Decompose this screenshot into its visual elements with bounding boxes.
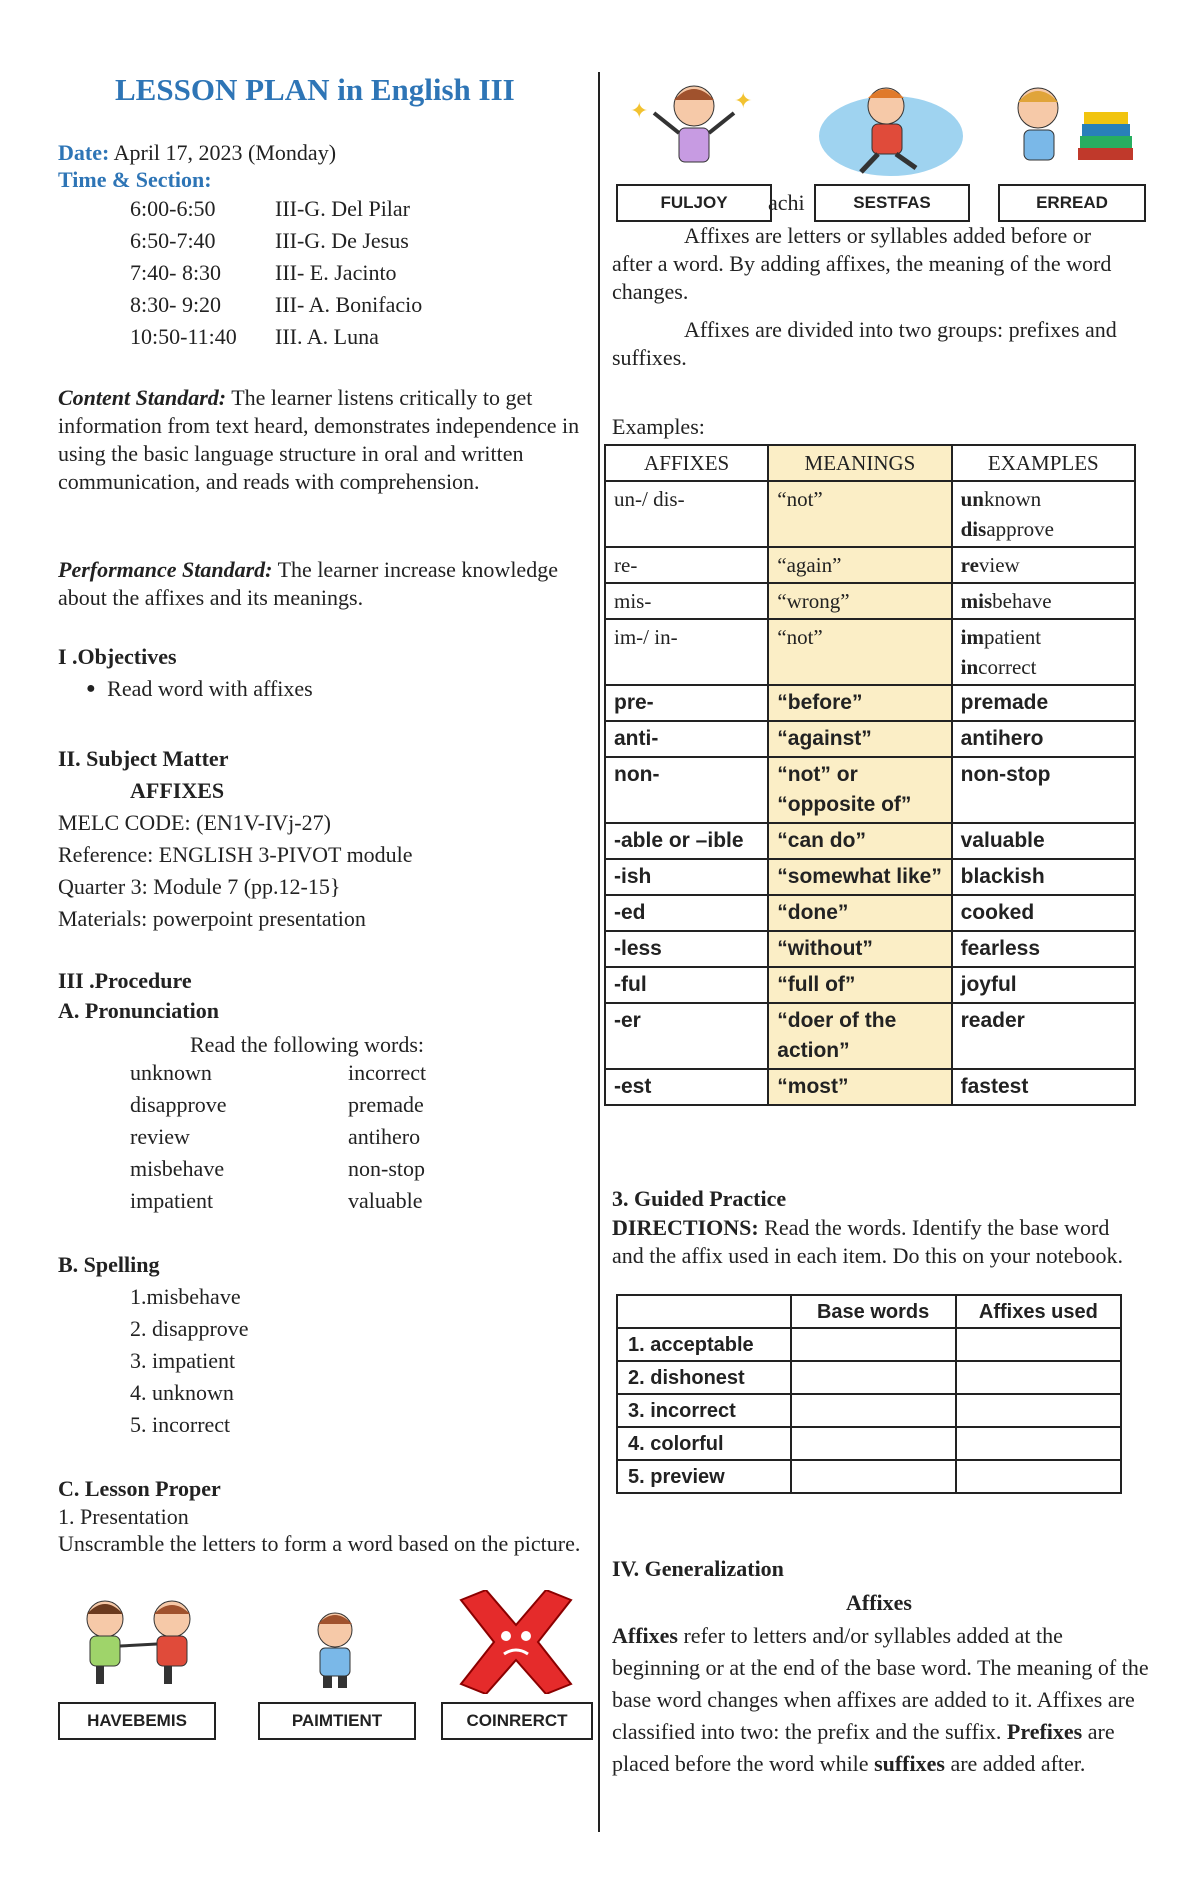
generalization-heading: IV. Generalization bbox=[612, 1556, 784, 1581]
content-standard-text: The learner listens critically to get information from text heard, demonstrates independence in using the basic language structure in oral and written communication, and reads with comprehension. bbox=[58, 385, 580, 494]
schedule-section: III- E. Jacinto bbox=[275, 260, 397, 285]
table-header: MEANINGS bbox=[768, 445, 951, 481]
card-label: HAVEBEMIS bbox=[58, 1702, 216, 1740]
table-row bbox=[605, 1069, 1135, 1105]
example-cell bbox=[952, 619, 1135, 685]
example-cell bbox=[952, 931, 1135, 967]
table-header: Base words bbox=[791, 1295, 956, 1328]
performance-standard-label: Performance Standard: bbox=[58, 557, 273, 582]
table-row bbox=[617, 1394, 1121, 1427]
affix-cell: non- bbox=[605, 757, 768, 823]
objectives-heading: I .Objectives bbox=[58, 644, 177, 669]
example-rest: approve bbox=[986, 517, 1054, 541]
pronunciation-heading: A. Pronunciation bbox=[58, 998, 219, 1023]
example-cell bbox=[952, 1003, 1135, 1069]
meaning-cell: “wrong” bbox=[768, 583, 951, 619]
table-row bbox=[617, 1427, 1121, 1460]
example-cell bbox=[952, 1069, 1135, 1105]
table-row bbox=[605, 967, 1135, 1003]
objective-text: Read word with affixes bbox=[107, 676, 313, 701]
base-word-cell[interactable] bbox=[791, 1427, 956, 1460]
practice-word: 2. dishonest bbox=[617, 1361, 791, 1394]
example-affix: in bbox=[960, 655, 979, 679]
affix-used-cell[interactable] bbox=[956, 1361, 1121, 1394]
guided-practice-heading: 3. Guided Practice bbox=[612, 1186, 787, 1211]
reader-girl-picture bbox=[998, 78, 1140, 178]
example-rest: behave bbox=[992, 589, 1052, 613]
teaching-partial-heading: achi bbox=[768, 190, 805, 215]
example-rest: valuable bbox=[960, 829, 1045, 852]
content-standard-label: Content Standard: bbox=[58, 385, 227, 410]
schedule-time: 10:50-11:40 bbox=[130, 324, 237, 349]
meaning-cell: “can do” bbox=[768, 823, 951, 859]
melc-code: MELC CODE: (EN1V-IVj-27) bbox=[58, 810, 331, 835]
spelling-item: 2. disapprove bbox=[130, 1316, 249, 1341]
spelling-item: 1.misbehave bbox=[130, 1284, 241, 1309]
objective-item bbox=[86, 674, 313, 707]
table-row bbox=[605, 721, 1135, 757]
meaning-cell: “without” bbox=[768, 931, 951, 967]
word: misbehave bbox=[130, 1156, 225, 1181]
affix-cell: -able or –ible bbox=[605, 823, 768, 859]
table-row bbox=[605, 859, 1135, 895]
teaching-paragraph-2: Affixes are divided into two groups: prefixes and suffixes. bbox=[612, 317, 1117, 370]
example-affix: non bbox=[960, 763, 1000, 786]
schedule-section: III. A. Luna bbox=[275, 324, 379, 349]
affix-used-cell[interactable] bbox=[956, 1427, 1121, 1460]
table-header: Affixes used bbox=[956, 1295, 1121, 1328]
svg-text:✦: ✦ bbox=[630, 98, 649, 123]
unscramble-instruction: Unscramble the letters to form a word based on the picture. bbox=[58, 1531, 581, 1556]
affix-cell: -est bbox=[605, 1069, 768, 1105]
table-row bbox=[605, 583, 1135, 619]
content-standard bbox=[58, 384, 586, 496]
table-row bbox=[605, 619, 1135, 685]
meaning-cell: “before” bbox=[768, 685, 951, 721]
word: antihero bbox=[348, 1124, 421, 1149]
table-row bbox=[617, 1328, 1121, 1361]
term-prefixes: Prefixes bbox=[1006, 1719, 1083, 1744]
example-rest: fastest bbox=[960, 1075, 1029, 1098]
word: valuable bbox=[348, 1188, 423, 1213]
lesson-proper-heading: C. Lesson Proper bbox=[58, 1476, 221, 1501]
schedule-time: 8:30- 9:20 bbox=[130, 292, 222, 317]
affix-table bbox=[604, 444, 1136, 1106]
affix-cell: re- bbox=[605, 547, 768, 583]
meaning-cell: “against” bbox=[768, 721, 951, 757]
table-row bbox=[605, 895, 1135, 931]
practice-word: 3. incorrect bbox=[617, 1394, 791, 1427]
example-rest: cooked bbox=[960, 901, 1035, 924]
spelling-item: 5. incorrect bbox=[130, 1412, 231, 1437]
term-affixes: Affixes bbox=[612, 1623, 678, 1648]
performance-standard-text: The learner increase knowledge about the affixes and its meanings. bbox=[58, 557, 558, 610]
subject-topic: AFFIXES bbox=[130, 778, 225, 803]
affix-cell: -ed bbox=[605, 895, 768, 931]
directions-label: DIRECTIONS: bbox=[612, 1215, 759, 1240]
affix-cell: un-/ dis- bbox=[605, 481, 768, 547]
example-affix: im bbox=[960, 625, 984, 649]
example-rest: -stop bbox=[999, 763, 1051, 786]
example-rest: blackish bbox=[960, 865, 1045, 888]
pronunciation-instruction: Read the following words: bbox=[190, 1032, 425, 1057]
affix-cell: im-/ in- bbox=[605, 619, 768, 685]
practice-word: 5. preview bbox=[617, 1460, 791, 1493]
word: impatient bbox=[130, 1188, 214, 1213]
example-affix: dis bbox=[960, 517, 987, 541]
card-label: ERREAD bbox=[998, 184, 1146, 222]
example-affix: pre bbox=[960, 691, 994, 714]
schedule-section: III- A. Bonifacio bbox=[275, 292, 423, 317]
bullet-icon: ● bbox=[86, 680, 96, 697]
presentation-label: 1. Presentation bbox=[58, 1504, 189, 1529]
word: review bbox=[130, 1124, 190, 1149]
subject-matter-heading: II. Subject Matter bbox=[58, 746, 229, 771]
meaning-cell: “done” bbox=[768, 895, 951, 931]
card-label: PAIMTIENT bbox=[258, 1702, 416, 1740]
example-rest: known bbox=[983, 487, 1042, 511]
example-cell bbox=[952, 895, 1135, 931]
example-cell bbox=[952, 967, 1135, 1003]
spelling-item: 3. impatient bbox=[130, 1348, 236, 1373]
example-cell bbox=[952, 859, 1135, 895]
affix-used-cell[interactable] bbox=[956, 1460, 1121, 1493]
impatient-boy-picture bbox=[300, 1608, 370, 1690]
generalization-sentence: refer to letters and/or syllables added at the beginning or at the end of the base word. The meaning of the base word changes when affixes are added to it. Affixes are classified into two: the prefix and the suffix. bbox=[612, 1623, 1149, 1744]
svg-text:✦: ✦ bbox=[734, 88, 753, 113]
schedule-time: 6:00-6:50 bbox=[130, 196, 216, 221]
meaning-cell: “doer of the action” bbox=[768, 1003, 951, 1069]
materials: Materials: powerpoint presentation bbox=[58, 906, 366, 931]
word: disapprove bbox=[130, 1092, 227, 1117]
date-value: April 17, 2023 (Monday) bbox=[113, 140, 337, 165]
table-row bbox=[605, 823, 1135, 859]
word: unknown bbox=[130, 1060, 212, 1085]
table-row bbox=[617, 1361, 1121, 1394]
example-cell bbox=[952, 583, 1135, 619]
directions-text: Read the words. Identify the base word and the affix used in each item. Do this on your notebook. bbox=[612, 1215, 1123, 1268]
quarter: Quarter 3: Module 7 (pp.12-15} bbox=[58, 874, 341, 899]
examples-label: Examples: bbox=[612, 414, 705, 439]
word: non-stop bbox=[348, 1156, 425, 1181]
example-cell bbox=[952, 547, 1135, 583]
meaning-cell: “not” bbox=[768, 619, 951, 685]
base-word-cell[interactable] bbox=[791, 1328, 956, 1361]
card-label: SESTFAS bbox=[814, 184, 970, 222]
affix-cell: -er bbox=[605, 1003, 768, 1069]
meaning-cell: “again” bbox=[768, 547, 951, 583]
generalization-sentence: are placed before the word while bbox=[612, 1719, 1115, 1776]
joyful-girl-picture bbox=[624, 78, 762, 178]
practice-word: 1. acceptable bbox=[617, 1328, 791, 1361]
card-label: COINRERCT bbox=[441, 1702, 593, 1740]
affix-cell: -ish bbox=[605, 859, 768, 895]
example-rest: made bbox=[993, 691, 1049, 714]
example-cell bbox=[952, 481, 1135, 547]
table-header: AFFIXES bbox=[605, 445, 768, 481]
table-row bbox=[605, 481, 1135, 547]
example-affix: re bbox=[960, 553, 979, 577]
example-rest: reader bbox=[960, 1009, 1025, 1032]
base-word-cell[interactable] bbox=[791, 1394, 956, 1427]
base-word-cell[interactable] bbox=[791, 1460, 956, 1493]
schedule-section: III-G. Del Pilar bbox=[275, 196, 411, 221]
example-rest: view bbox=[978, 553, 1020, 577]
generalization-subheading: Affixes bbox=[846, 1590, 912, 1615]
teaching-paragraph-1: Affixes are letters or syllables added before or after a word. By adding affixes, the meaning of the word changes. bbox=[612, 223, 1112, 304]
affix-used-cell[interactable] bbox=[956, 1328, 1121, 1361]
generalization-sentence: are added after. bbox=[944, 1751, 1086, 1776]
affix-cell: anti- bbox=[605, 721, 768, 757]
practice-word: 4. colorful bbox=[617, 1427, 791, 1460]
spelling-heading: B. Spelling bbox=[58, 1252, 160, 1277]
table-row bbox=[605, 547, 1135, 583]
date-line bbox=[58, 138, 336, 168]
affix-cell: pre- bbox=[605, 685, 768, 721]
affix-cell: -less bbox=[605, 931, 768, 967]
table-row bbox=[605, 685, 1135, 721]
table-row bbox=[617, 1460, 1121, 1493]
table-header: EXAMPLES bbox=[952, 445, 1135, 481]
kids-misbehaving-picture bbox=[60, 1594, 220, 1689]
example-cell bbox=[952, 721, 1135, 757]
word: premade bbox=[348, 1092, 424, 1117]
date-label: Date: bbox=[58, 140, 110, 165]
affix-cell: -ful bbox=[605, 967, 768, 1003]
table-row bbox=[605, 1003, 1135, 1069]
example-cell bbox=[952, 823, 1135, 859]
table-row bbox=[605, 931, 1135, 967]
fastest-boy-picture bbox=[816, 76, 966, 180]
example-rest: hero bbox=[997, 727, 1044, 750]
base-word-cell[interactable] bbox=[791, 1361, 956, 1394]
example-cell bbox=[952, 685, 1135, 721]
affix-cell: mis- bbox=[605, 583, 768, 619]
example-rest: patient bbox=[983, 625, 1042, 649]
affix-used-cell[interactable] bbox=[956, 1394, 1121, 1427]
procedure-heading: III .Procedure bbox=[58, 968, 192, 993]
example-rest: joyful bbox=[960, 973, 1017, 996]
spelling-item: 4. unknown bbox=[130, 1380, 234, 1405]
page-title: LESSON PLAN in English III bbox=[115, 72, 515, 107]
meaning-cell: “full of” bbox=[768, 967, 951, 1003]
guided-practice-directions bbox=[612, 1214, 1140, 1270]
schedule-section: III-G. De Jesus bbox=[275, 228, 409, 253]
example-affix: un bbox=[960, 487, 984, 511]
example-affix: mis bbox=[960, 589, 993, 613]
reference: Reference: ENGLISH 3-PIVOT module bbox=[58, 842, 413, 867]
table-header bbox=[617, 1295, 791, 1328]
time-section-label: Time & Section: bbox=[58, 167, 212, 192]
example-rest: fearless bbox=[960, 937, 1041, 960]
guided-practice-table bbox=[616, 1294, 1122, 1494]
term-suffixes: suffixes bbox=[874, 1751, 945, 1776]
example-affix: anti bbox=[960, 727, 998, 750]
incorrect-x-picture bbox=[446, 1590, 586, 1694]
word: incorrect bbox=[348, 1060, 427, 1085]
column-divider bbox=[598, 72, 600, 1832]
meaning-cell: “somewhat like” bbox=[768, 859, 951, 895]
card-label: FULJOY bbox=[616, 184, 772, 222]
meaning-cell: “not” bbox=[768, 481, 951, 547]
schedule-time: 7:40- 8:30 bbox=[130, 260, 222, 285]
schedule-time: 6:50-7:40 bbox=[130, 228, 216, 253]
table-row bbox=[605, 757, 1135, 823]
performance-standard bbox=[58, 556, 558, 612]
example-cell bbox=[952, 757, 1135, 823]
meaning-cell: “most” bbox=[768, 1069, 951, 1105]
example-rest: correct bbox=[978, 655, 1037, 679]
generalization-text bbox=[612, 1620, 1152, 1780]
meaning-cell: “not” or “opposite of” bbox=[768, 757, 951, 823]
